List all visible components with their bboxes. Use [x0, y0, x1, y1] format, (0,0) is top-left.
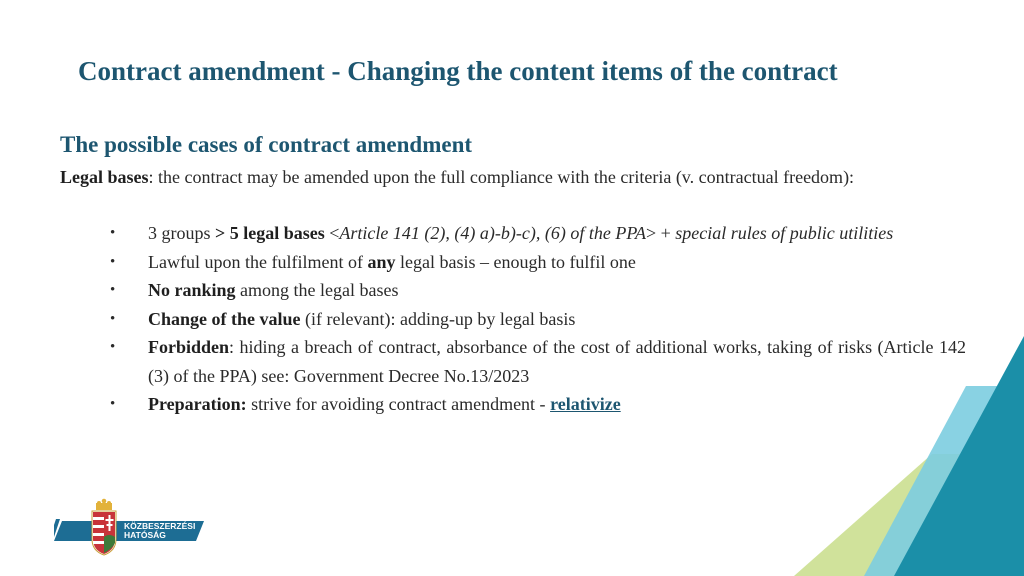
logo-text-line1: KÖZBESZERZÉSI [124, 521, 196, 531]
bullet-text: 3 groups [148, 223, 215, 243]
bullet-marker: • [110, 282, 116, 298]
bullet-text: > + [645, 223, 676, 243]
bullet-bold: Forbidden [148, 337, 230, 357]
bullet-marker: • [110, 339, 116, 355]
decorative-stripes [704, 316, 1024, 576]
logo-text-line2: HATÓSÁG [124, 530, 166, 540]
bullet-text: : hiding a breach of contract, absorbance of the cost of additional works, taking of risks (Article 142 (3) of the PPA) see: Government Decree No.13/2023 [148, 337, 966, 386]
list-item [60, 248, 966, 277]
bullet-bold: Change of the value [148, 308, 301, 329]
bullet-bold: Preparation: [148, 394, 247, 414]
special-rules-text: special rules of public utilities [675, 223, 894, 243]
bullet-text: < [324, 223, 340, 243]
intro-paragraph [60, 163, 966, 191]
intro-bold: Legal bases [60, 167, 149, 187]
bullet-bold: > 5 legal bases [215, 223, 325, 243]
bullet-marker: • [110, 310, 116, 327]
bullet-text: (if relevant): adding-up by legal basis [300, 308, 576, 329]
slide-title: Contract amendment - Changing the content items of the contract [78, 56, 838, 86]
bullet-bold: any [367, 251, 396, 272]
bullet-bold: No ranking [148, 280, 236, 300]
list-item [60, 276, 966, 305]
relativize-link[interactable]: relativize [550, 394, 621, 414]
deco-teal-stripe [894, 336, 1024, 576]
intro-text: : the contract may be amended upon the full compliance with the criteria (v. contractual freedom): [148, 167, 855, 187]
bullet-text: among the legal bases [235, 280, 399, 300]
section-heading: The possible cases of contract amendment [60, 132, 473, 157]
coat-of-arms-icon [92, 499, 116, 555]
bullet-text: Lawful upon the fulfilment of [148, 251, 368, 272]
agency-logo [54, 497, 210, 557]
bullet-text: legal basis – enough to fulfil one [395, 251, 636, 272]
bullet-marker: • [110, 225, 116, 241]
bullet-text: strive for avoiding contract amendment - [246, 394, 551, 414]
list-item [60, 219, 966, 248]
bullet-marker: • [110, 253, 116, 270]
article-reference: Article 141 (2), (4) a)-b)-c), (6) of the PPA [339, 223, 646, 243]
bullet-marker: • [110, 396, 116, 412]
